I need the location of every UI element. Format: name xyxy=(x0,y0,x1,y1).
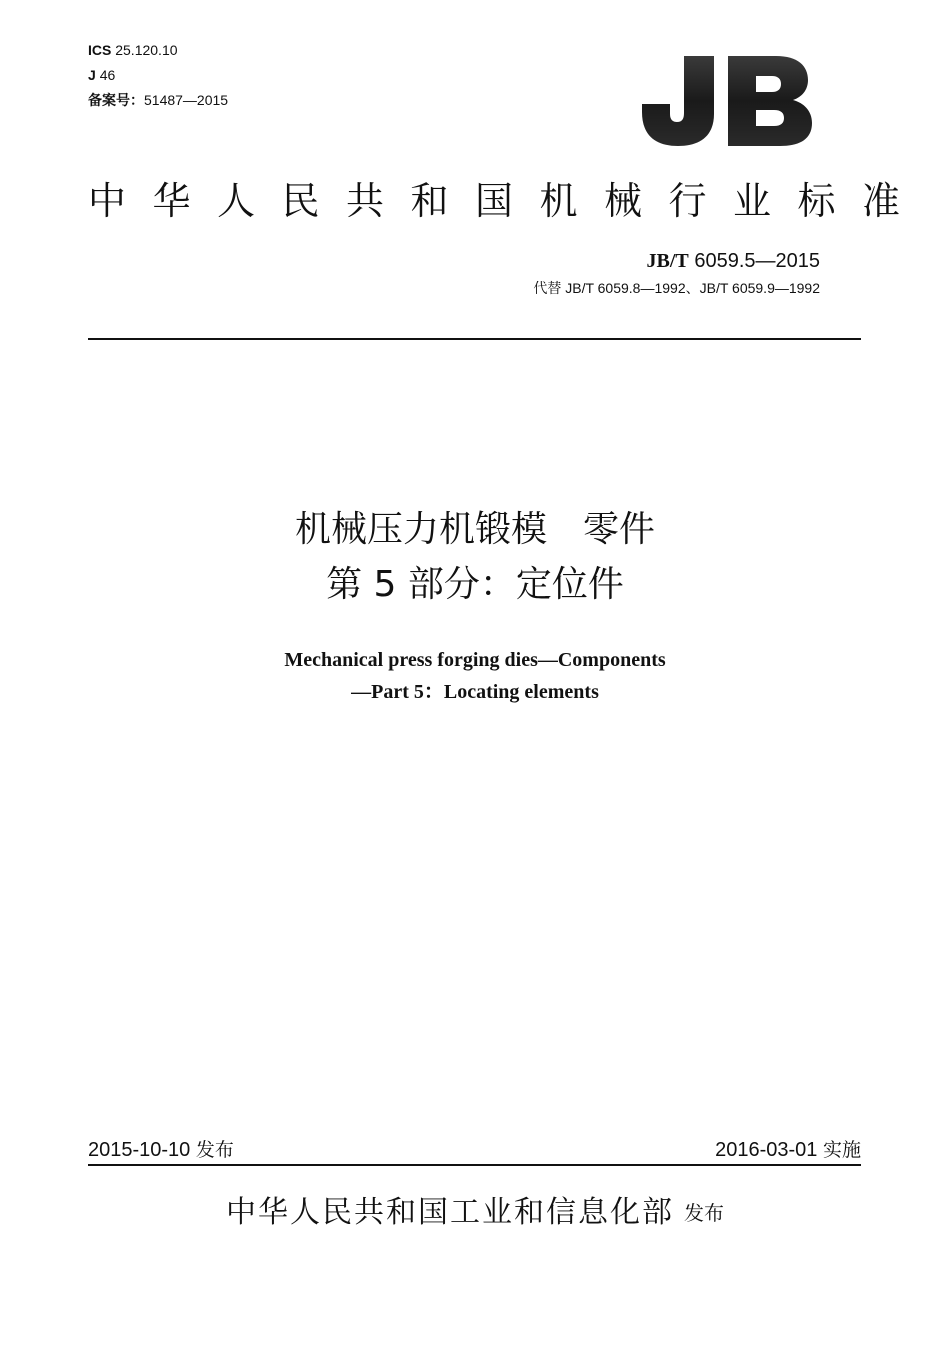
ccs-classification xyxy=(88,66,115,84)
issuer xyxy=(0,1193,950,1233)
header-divider xyxy=(88,338,861,340)
jb-logo-text: JB xyxy=(636,48,637,49)
standard-number-value: 6059.5—2015 xyxy=(694,250,820,272)
implementation-date-value: 2016-03-01 xyxy=(715,1139,818,1161)
issuer-name: 中华人民共和国工业和信息化部 xyxy=(226,1195,674,1230)
standard-number xyxy=(647,249,820,273)
issuer-suffix: 发布 xyxy=(684,1201,724,1225)
replaces-standards: 代替 JB/T 6059.8—1992、JB/T 6059.9—1992 xyxy=(533,280,820,296)
standard-code: JB/T xyxy=(646,250,689,272)
record-number xyxy=(88,91,228,109)
record-value: 51487—2015 xyxy=(144,92,229,108)
ccs-label: J xyxy=(88,67,96,83)
industry-standard-title: 中华人民共和国机械行业标准 xyxy=(88,179,927,223)
issue-date xyxy=(88,1138,234,1162)
issue-date-value: 2015-10-10 xyxy=(88,1139,191,1161)
ics-classification xyxy=(88,41,178,59)
implementation-date xyxy=(715,1138,861,1162)
ccs-value: 46 xyxy=(99,67,116,83)
issue-date-label: 发布 xyxy=(195,1139,234,1161)
ics-label: ICS xyxy=(88,42,112,58)
chinese-title-line-2: 第 5 部分：定位件 xyxy=(326,564,624,605)
english-title-line-1: Mechanical press forging dies—Components xyxy=(284,649,666,671)
chinese-title-line-1: 机械压力机锻模 零件 xyxy=(294,509,655,550)
footer-divider xyxy=(88,1164,861,1166)
record-label: 备案号： xyxy=(88,92,144,108)
jb-logo xyxy=(636,48,816,148)
implementation-date-label: 实施 xyxy=(822,1139,861,1161)
ics-value: 25.120.10 xyxy=(115,42,178,58)
english-title-line-2: —Part 5：Locating elements xyxy=(351,681,599,703)
